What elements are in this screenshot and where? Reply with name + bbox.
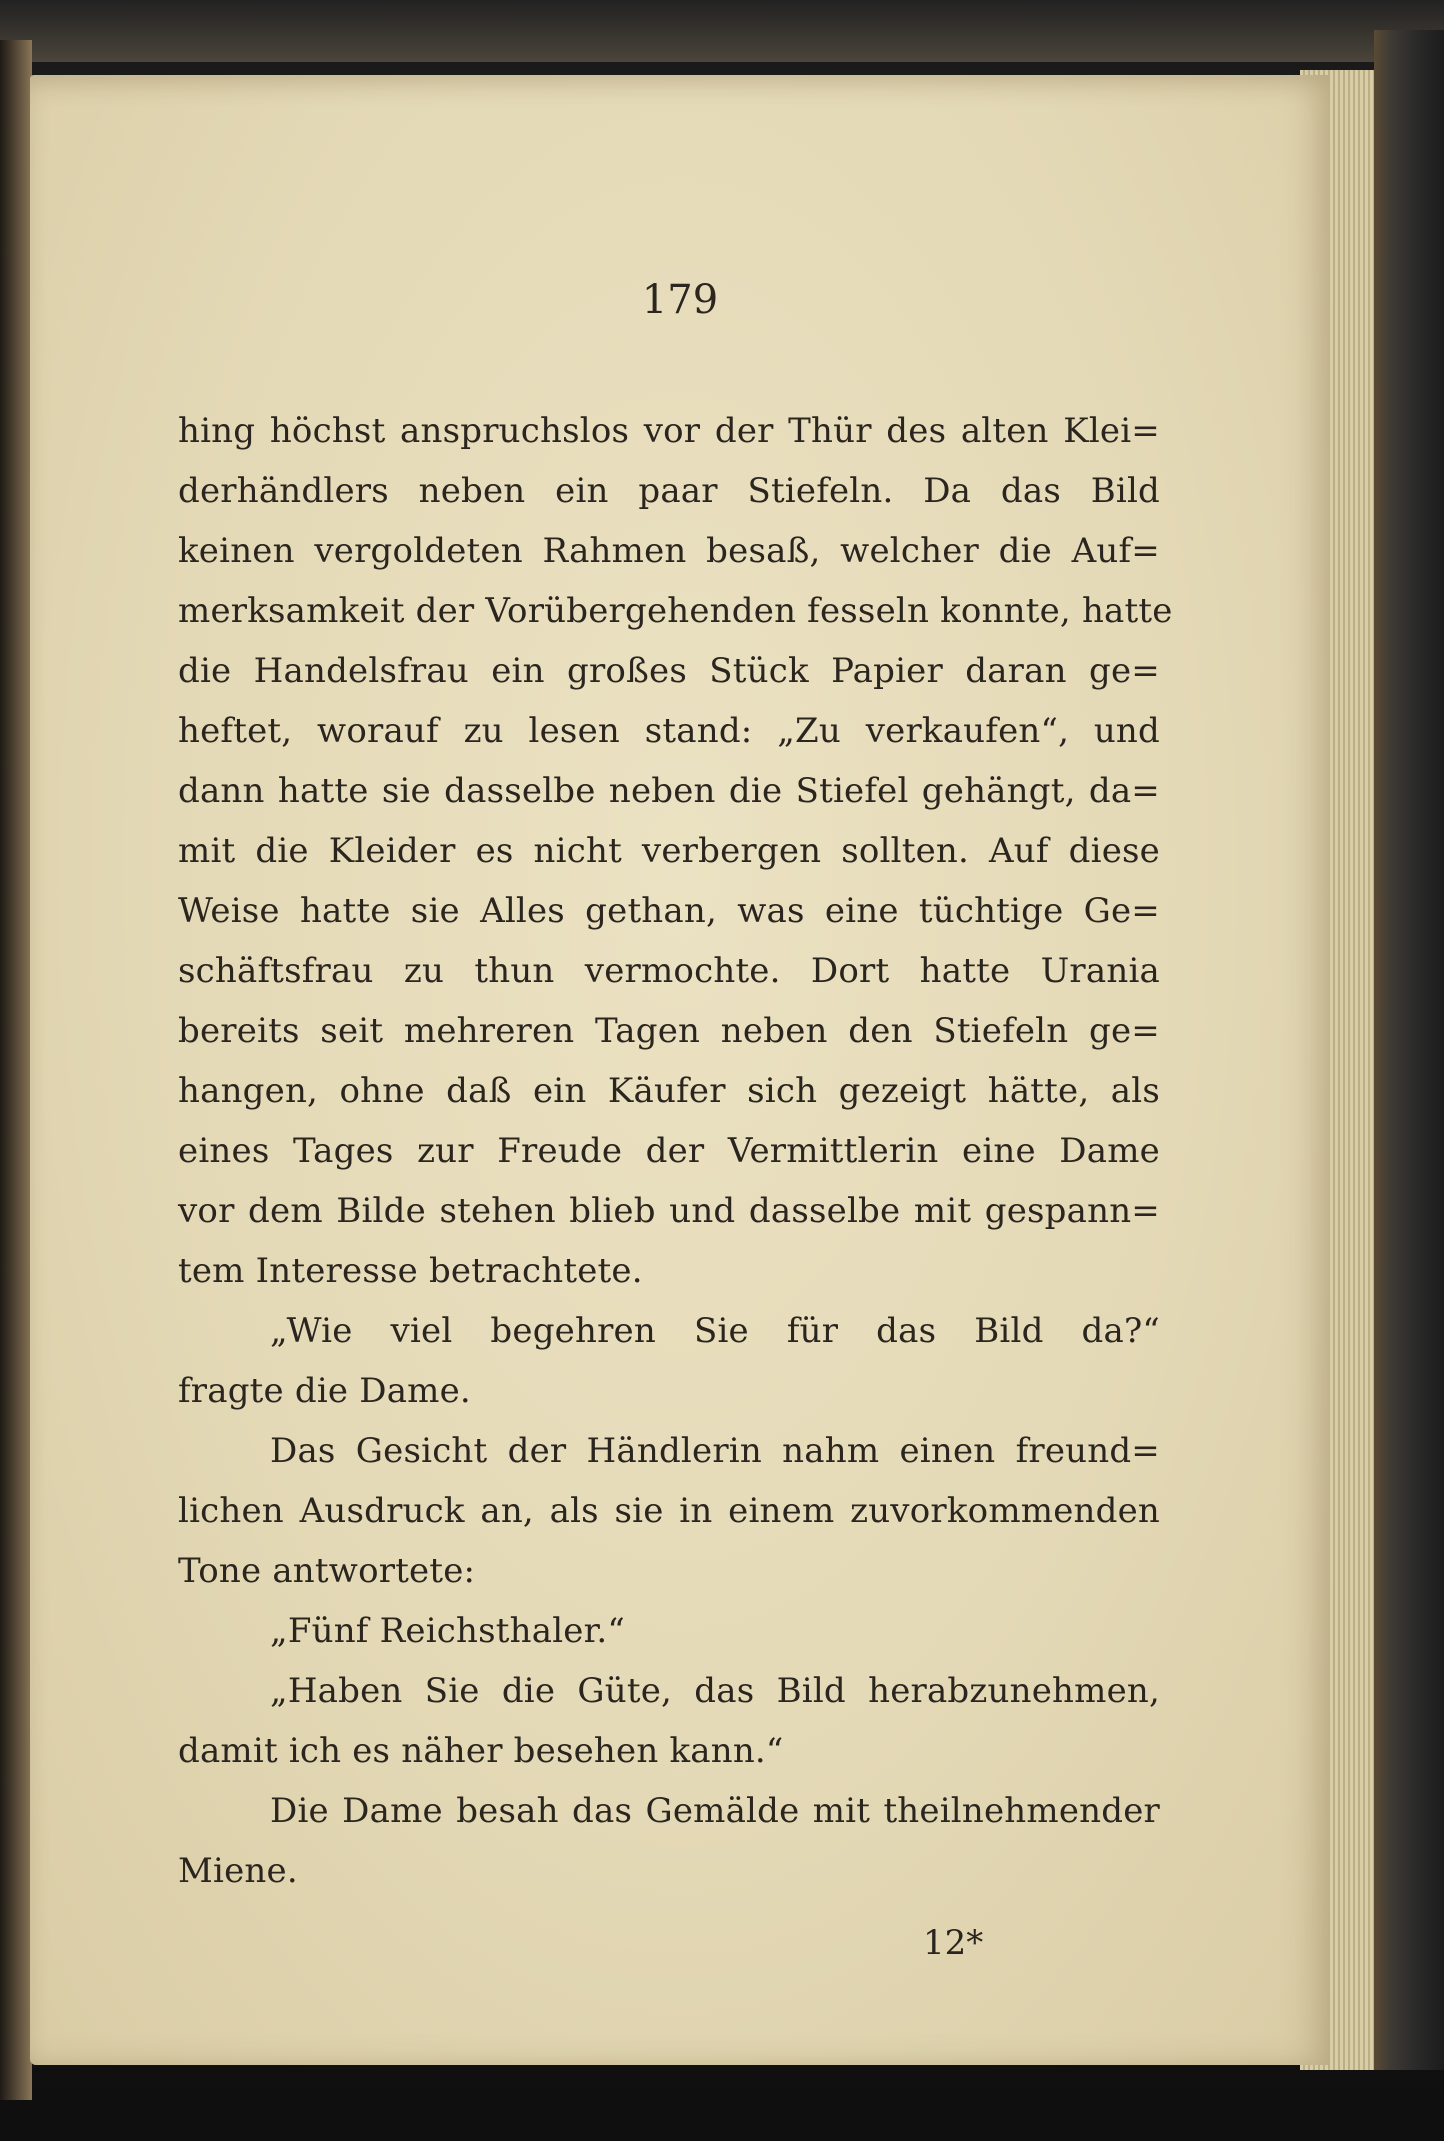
text-line: hangen, ohne daß ein Käufer sich gezeigt hätte, als [178, 1071, 1160, 1111]
book-cover-right-edge [1374, 30, 1444, 2070]
text-line: Weise hatte sie Alles gethan, was eine tüchtige Ge= [178, 891, 1160, 931]
signature-mark: 12* [923, 1923, 984, 1963]
text-line: tem Interesse betrachtete. [178, 1251, 643, 1291]
text-line: Das Gesicht der Händlerin nahm einen freund= [270, 1431, 1160, 1471]
book-page [30, 75, 1330, 2065]
text-line: „Fünf Reichsthaler.“ [270, 1611, 625, 1651]
text-line: dann hatte sie dasselbe neben die Stiefel gehängt, da= [178, 771, 1160, 811]
book-cover-top-edge [0, 0, 1444, 62]
text-line: keinen vergoldeten Rahmen besaß, welcher die Auf= [178, 531, 1160, 571]
text-line: lichen Ausdruck an, als sie in einem zuvorkommenden [178, 1491, 1160, 1531]
text-line: hing höchst anspruchslos vor der Thür des alten Klei= [178, 411, 1160, 451]
page-number: 179 [641, 277, 719, 323]
text-line: die Handelsfrau ein großes Stück Papier daran ge= [178, 651, 1160, 691]
text-line: fragte die Dame. [178, 1371, 471, 1411]
text-line: mit die Kleider es nicht verbergen sollten. Auf diese [178, 831, 1160, 871]
text-line: vor dem Bilde stehen blieb und dasselbe mit gespann= [178, 1191, 1160, 1231]
text-line: heftet, worauf zu lesen stand: „Zu verkaufen“, und [178, 711, 1160, 751]
book-cover-left-edge [0, 40, 32, 2100]
text-line: eines Tages zur Freude der Vermittlerin eine Dame [178, 1131, 1160, 1171]
text-line: Die Dame besah das Gemälde mit theilnehmender [270, 1791, 1160, 1831]
text-line: „Haben Sie die Güte, das Bild herabzunehmen, [270, 1671, 1160, 1711]
text-line: schäftsfrau zu thun vermochte. Dort hatte Urania [178, 951, 1160, 991]
text-line: merksamkeit der Vorübergehenden fesseln konnte, hatte [178, 591, 1173, 631]
text-line: Miene. [178, 1851, 298, 1891]
text-line: „Wie viel begehren Sie für das Bild da?“ [270, 1311, 1160, 1351]
text-line: damit ich es näher besehen kann.“ [178, 1731, 784, 1771]
page-text-body [178, 401, 1173, 1901]
text-line: derhändlers neben ein paar Stiefeln. Da das Bild [178, 471, 1160, 511]
text-line: Tone antwortete: [178, 1551, 476, 1591]
text-line: bereits seit mehreren Tagen neben den Stiefeln ge= [178, 1011, 1160, 1051]
